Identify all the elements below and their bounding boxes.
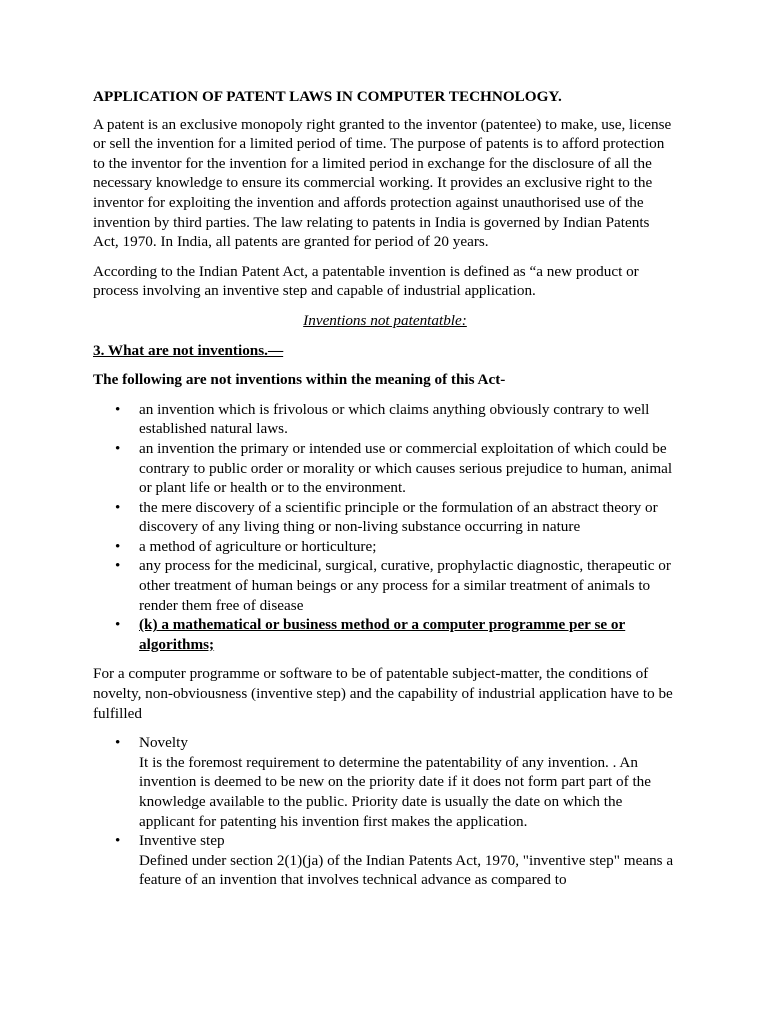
list-item bbox=[93, 556, 677, 615]
conditions-list bbox=[93, 733, 677, 890]
intro-line: The following are not inventions within the meaning of this Act- bbox=[93, 371, 506, 389]
condition-title: Novelty bbox=[139, 734, 188, 752]
list-item-text: the mere discovery of a scientific principle or the formulation of an abstract theory or discovery of any living thing or non-living substance occurring in nature bbox=[139, 498, 658, 536]
bullet-icon bbox=[115, 831, 120, 851]
list-item bbox=[93, 537, 677, 557]
list-item bbox=[93, 400, 677, 439]
bullet-icon bbox=[115, 733, 120, 753]
list-item-text: any process for the medicinal, surgical, curative, prophylactic diagnostic, therapeutic or other treatment of human beings or any process for a similar treatment of animals to render them free of disease bbox=[139, 557, 671, 614]
clause-heading: 3. What are not inventions.— bbox=[93, 341, 284, 359]
list-item-text: an invention the primary or intended use or commercial exploitation of which could be contrary to public order or morality or which causes serious prejudice to human, animal or plant life or health or to the environment. bbox=[139, 439, 673, 497]
not-inventions-list bbox=[93, 400, 677, 655]
bullet-icon bbox=[115, 498, 120, 518]
highlight-item-text: (k) a mathematical or business method or a computer programme per se or algorithms; bbox=[139, 616, 626, 653]
bullet-icon bbox=[115, 537, 120, 557]
bullet-icon bbox=[115, 615, 120, 635]
section-heading-text: Inventions not patentatble: bbox=[303, 311, 467, 329]
list-item-text: an invention which is frivolous or which claims anything obviously contrary to well established natural laws. bbox=[139, 400, 650, 438]
document-page bbox=[93, 87, 677, 900]
paragraph-conditions: For a computer programme or software to be of patentable subject-matter, the conditions of novelty, non-obviousness (inventive step) and the capability of industrial application have to be fulfilled bbox=[93, 665, 673, 722]
bullet-icon bbox=[115, 439, 120, 459]
document-title: APPLICATION OF PATENT LAWS IN COMPUTER TECHNOLOGY. bbox=[93, 88, 562, 105]
list-item bbox=[93, 498, 677, 537]
bullet-icon bbox=[115, 556, 120, 576]
paragraph-patentable-invention: According to the Indian Patent Act, a patentable invention is defined as “a new product or process involving an inventive step and capable of industrial application. bbox=[93, 262, 639, 300]
list-item bbox=[93, 831, 677, 890]
bullet-icon bbox=[115, 400, 120, 420]
list-item bbox=[93, 439, 677, 498]
condition-title: Inventive step bbox=[139, 832, 225, 850]
paragraph-patent-definition: A patent is an exclusive monopoly right granted to the inventor (patentee) to make, use, license or sell the invention for a limited period of time. The purpose of patents is to afford protection to the inventor for the invention for a limited period in exchange for the disclosure of all the necessary knowledge to ensure its commercial working. It provides an exclusive right to the inventor for exploiting the invention and affords protection against unauthorised use of the invention by third parties. The law relating to patents in India is governed by Indian Patents Act, 1970. In India, all patents are granted for period of 20 years. bbox=[93, 115, 672, 251]
condition-text: It is the foremost requirement to determine the patentability of any invention. . An invention is deemed to be new on the priority date if it does not form part part of the knowledge available to the public. Priority date is usually the date on which the applicant for patenting his invention first makes the application. bbox=[139, 753, 652, 830]
list-item bbox=[93, 733, 677, 831]
list-item-highlight bbox=[93, 615, 677, 654]
section-heading bbox=[93, 311, 677, 331]
list-item-text: a method of agriculture or horticulture; bbox=[139, 537, 377, 555]
condition-text: Defined under section 2(1)(ja) of the Indian Patents Act, 1970, "inventive step" means a feature of an invention that involves technical advance as compared to bbox=[139, 851, 674, 889]
